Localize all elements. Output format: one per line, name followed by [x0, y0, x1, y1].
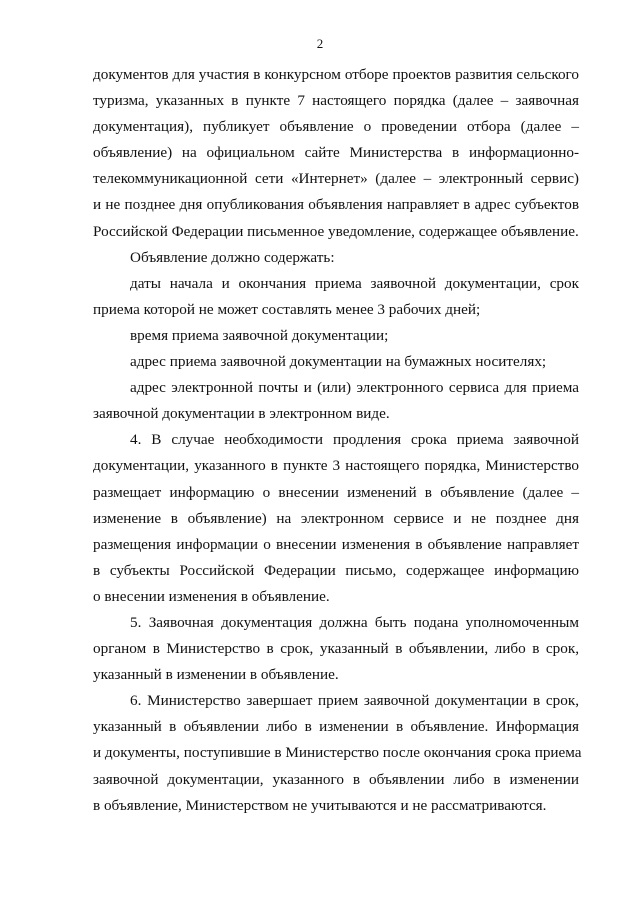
text-line: в субъекты Российской Федерации письмо, содержащее информацию	[93, 561, 579, 579]
text-line: адрес приема заявочной документации на бумажных носителях;	[130, 353, 547, 371]
text-line: размещения информации о внесении изменения в объявление направляет	[93, 535, 579, 553]
text-line: 6. Министерство завершает прием заявочной документации в срок,	[130, 692, 579, 710]
list-item-time	[93, 323, 579, 349]
text-line: 5. Заявочная документация должна быть подана уполномоченным	[130, 613, 579, 631]
text-line: изменение в объявление) на электронном сервисе и не позднее дня	[93, 509, 579, 527]
text-line: размещает информацию о внесении изменений в объявление (далее –	[93, 483, 579, 501]
clause-5	[93, 610, 579, 688]
text-line: даты начала и окончания приема заявочной документации, срок	[130, 274, 579, 292]
list-item-paper-address	[93, 349, 579, 375]
text-line: о внесении изменения в объявление.	[93, 587, 330, 605]
text-line: адрес электронной почты и (или) электронного сервиса для приема	[130, 379, 579, 397]
list-item-electronic-address	[93, 375, 579, 427]
text-line: указанный в изменении в объявление.	[93, 666, 339, 684]
text-line: и документы, поступившие в Министерство после окончания срока приема	[93, 744, 582, 762]
page-number: 2	[316, 36, 324, 51]
text-line: телекоммуникационной сети «Интернет» (далее – электронный сервис)	[93, 170, 579, 188]
text-line: объявление) на официальном сайте Министерства в информационно-	[93, 144, 579, 162]
text-line: и не позднее дня опубликования объявления направляет в адрес субъектов	[93, 196, 579, 214]
text-line: заявочной документации, указанного в объявлении либо в изменении	[93, 770, 579, 788]
text-line: время приема заявочной документации;	[130, 326, 389, 344]
paragraph-announcement-contents	[93, 245, 579, 271]
text-line: органом в Министерство в срок, указанный в объявлении, либо в срок,	[93, 640, 579, 658]
text-line: документация), публикует объявление о проведении отбора (далее –	[93, 118, 579, 136]
text-line: Российской Федерации письменное уведомление, содержащее объявление.	[93, 222, 579, 240]
text-line: указанный в объявлении либо в изменении в объявление. Информация	[93, 718, 579, 736]
paragraph-continuation	[93, 62, 579, 245]
text-line: документов для участия в конкурсном отборе проектов развития сельского	[93, 66, 579, 83]
list-item-dates	[93, 271, 579, 323]
text-line: Объявление должно содержать:	[130, 248, 335, 266]
text-line: в объявление, Министерством не учитываются и не рассматриваются.	[93, 796, 547, 814]
text-line: документации, указанного в пункте 3 настоящего порядка, Министерство	[93, 457, 579, 475]
text-line: заявочной документации в электронном виде.	[93, 405, 390, 423]
text-line: 4. В случае необходимости продления срока приема заявочной	[130, 431, 579, 449]
text-line: приема которой не может составлять менее 3 рабочих дней;	[93, 300, 481, 318]
clause-4	[93, 427, 579, 610]
document-body	[93, 62, 582, 819]
clause-6	[93, 688, 582, 818]
text-line: туризма, указанных в пункте 7 настоящего порядка (далее – заявочная	[93, 92, 579, 110]
